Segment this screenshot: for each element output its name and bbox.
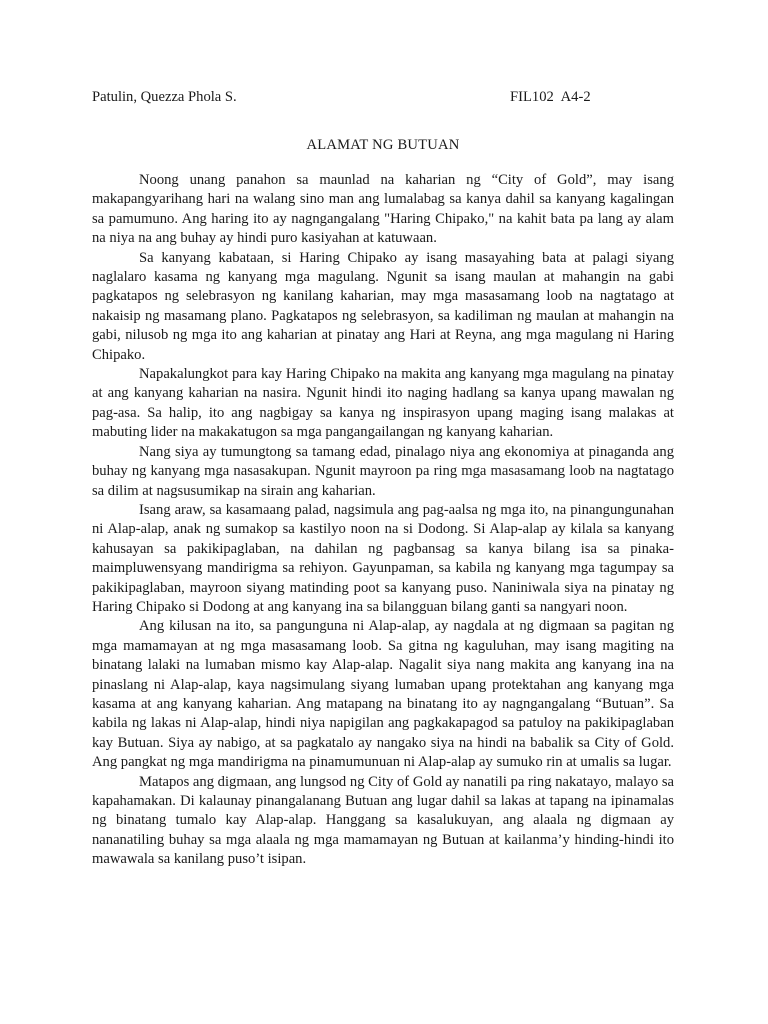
course-section: FIL102 A4-2 <box>510 89 591 105</box>
paragraph: Napakalungkot para kay Haring Chipako na makita ang kanyang mga magulang na pinatay at ang kanyang kaharian na nasira. Ngunit hindi ito naging hadlang sa kanya upang mawalan ng pag-asa. Sa halip, ito ang nagbigay sa kanya ng inspirasyon upang maging isang malakas at mabuting lider na makakatugon sa mga pangangailangan ng kanyang kaharian. <box>92 366 674 441</box>
paragraph: Noong unang panahon sa maunlad na kaharian ng “City of Gold”, may isang makapangyarihang hari na walang sino man ang lumalabag sa kanya dahil sa kanyang kagalingan sa pamumuno. Ang haring ito ay nagngangalang "Haring Chipako," na kahit bata pa lang ay alam na niya na ang buhay ay hindi puro kasiyahan at katuwaan. <box>92 172 674 247</box>
document-header <box>92 88 678 108</box>
paragraph: Nang siya ay tumungtong sa tamang edad, pinalago niya ang ekonomiya at pinaganda ang buhay ng kanyang mga nasasakupan. Ngunit mayroon pa ring mga masasamang loob na nagtatago sa dilim at nagsusumikap na sirain ang kaharian. <box>92 443 674 499</box>
paragraph: Ang kilusan na ito, sa pangunguna ni Alap-alap, ay nagdala at ng digmaan sa pagitan ng mga mamamayan at ng mga masasamang loob. Sa gitna ng kaguluhan, may isang magiting na binatang lalaki na lumaban mismo kay Alap-alap. Nagalit siya nang makita ang kanyang ina na pinaslang ni Alap-alap, kaya nagsimulang siyang lumaban upang protektahan ang kanyang mga kasama at ang kanyang kaharian. Ang matapang na binatang ito ay nagngangalang “Butuan”. Sa kabila ng lakas ni Alap-alap, hindi niya napigilan ang pagkakapagod sa patuloy na pakikipaglaban kay Butuan. Siya ay nabigo, at sa pagkatalo ay nangako siya na hindi na babalik sa City of Gold. Ang pangkat ng mga mandirigma na pinamumunuan ni Alap-alap ay sumuko rin at umalis sa lugar. <box>92 618 674 771</box>
paragraph: Sa kanyang kabataan, si Haring Chipako ay isang masayahing bata at palagi siyang naglalaro kasama ng kanyang mga magulang. Ngunit sa isang maulan at mahangin na gabi pagkatapos ng selebrasyon ng kanilang kaharian, may mga masasamang loob na nagtatago at nakaisip ng masamang plano. Pagkatapos ng selebrasyon, sa kadiliman ng maulan at mahangin na gabi, nilusob ng mga ito ang kaharian at pinatay ang Hari at Reyna, ang mga magulang ni Haring Chipako. <box>92 249 674 363</box>
document-title: ALAMAT NG BUTUAN <box>306 137 460 153</box>
paragraph: Matapos ang digmaan, ang lungsod ng City of Gold ay nanatili pa ring nakatayo, malayo sa kapahamakan. Di kalaunay pinangalanang Butuan ang lugar dahil sa lakas at tapang na ipinamalas ng binatang tumalo kay Alap-alap. Hanggang sa kasalukuyan, ang alaala ng digmaan ay nananatiling buhay sa mga alaala ng mga mamamayan ng Butuan at kailanma’y hinding-hindi ito mawawala sa kanilang puso’t isipan. <box>92 773 674 868</box>
document-body <box>92 171 674 870</box>
author-name: Patulin, Quezza Phola S. <box>92 89 237 105</box>
paragraph: Isang araw, sa kasamaang palad, nagsimula ang pag-aalsa ng mga ito, na pinangungunahan ni Alap-alap, anak ng sumakop sa kastilyo noon na si Dodong. Si Alap-alap ay kilala sa kanyang kahusayan sa pakikipaglaban, na dahilan ng pagbansag sa kanya bilang isa sa pinaka-maimpluwensyang mandirigma sa rehiyon. Gayunpaman, sa kabila ng kanyang mga tagumpay sa pakikipaglaban, mayroon siyang matinding poot sa kanyang puso. Naniniwala siya na pinatay ng Haring Chipako si Dodong at ang kanyang ina sa bilangguan bilang ganti sa nangyari noon. <box>92 501 674 615</box>
